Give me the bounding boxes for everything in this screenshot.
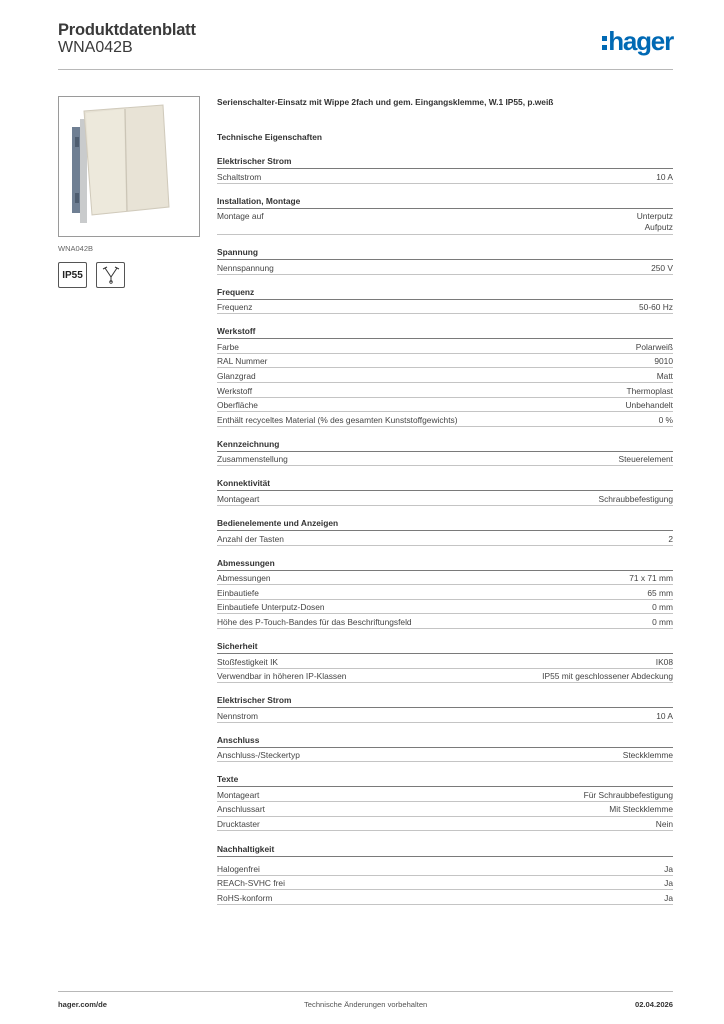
property-label: Montageart — [217, 493, 260, 504]
product-image — [58, 96, 200, 237]
property-group — [217, 516, 673, 546]
property-row — [217, 669, 673, 684]
property-value: IK08 — [655, 656, 673, 667]
property-value: 10 A — [656, 710, 673, 721]
property-value: 0 mm — [652, 616, 673, 627]
group-title: Nachhaltigkeit — [217, 842, 673, 857]
property-row — [217, 260, 673, 275]
property-group — [217, 772, 673, 831]
property-value: Mit Steckklemme — [609, 804, 673, 815]
property-label: Farbe — [217, 341, 239, 352]
property-value: 0 % — [658, 414, 673, 425]
property-value: 9010 — [654, 356, 673, 367]
footer-website-link[interactable]: hager.com/de — [58, 1000, 107, 1009]
property-value: Steuerelement — [618, 454, 673, 465]
property-row — [217, 787, 673, 802]
property-group — [217, 194, 673, 236]
page-header — [58, 20, 673, 70]
property-value: Für Schraubbefestigung — [583, 789, 673, 800]
property-row — [217, 452, 673, 467]
property-label: Schaltstrom — [217, 171, 262, 182]
property-label: Montageart — [217, 789, 260, 800]
property-row — [217, 876, 673, 891]
property-value: 65 mm — [647, 587, 673, 598]
group-title: Konnektivität — [217, 476, 673, 491]
section-title: Technische Eigenschaften — [217, 132, 323, 142]
property-row — [217, 368, 673, 383]
group-title: Installation, Montage — [217, 194, 673, 209]
property-label: Frequenz — [217, 302, 253, 313]
group-title: Spannung — [217, 245, 673, 260]
property-value — [637, 211, 673, 232]
property-row — [217, 383, 673, 398]
property-group — [217, 245, 673, 275]
property-label: Abmessungen — [217, 573, 271, 584]
property-value: 50-60 Hz — [639, 302, 673, 313]
group-title: Elektrischer Strom — [217, 154, 673, 169]
property-group — [217, 154, 673, 184]
property-row — [217, 654, 673, 669]
property-group — [217, 437, 673, 467]
property-label: Einbautiefe — [217, 587, 259, 598]
property-value-line: Aufputz — [644, 221, 673, 232]
property-label: Halogenfrei — [217, 863, 260, 874]
property-value: Ja — [664, 863, 673, 874]
property-label: Höhe des P-Touch-Bandes für das Beschriftungsfeld — [217, 616, 412, 627]
property-group — [217, 693, 673, 723]
property-label: Nennspannung — [217, 262, 274, 273]
property-value: 250 V — [651, 262, 673, 273]
property-row — [217, 600, 673, 615]
property-label: Einbautiefe Unterputz-Dosen — [217, 602, 325, 613]
product-description: Serienschalter-Einsatz mit Wippe 2fach und gem. Eingangsklemme, W.1 IP55, p.weiß — [217, 97, 554, 107]
property-value: Unbehandelt — [625, 400, 673, 411]
property-group — [217, 733, 673, 763]
group-title: Kennzeichnung — [217, 437, 673, 452]
property-value: 71 x 71 mm — [629, 573, 673, 584]
page-footer — [58, 991, 673, 1011]
property-group — [217, 639, 673, 683]
property-row — [217, 817, 673, 832]
property-row — [217, 802, 673, 817]
property-value: Polarweiß — [635, 341, 673, 352]
property-value: 2 — [668, 533, 673, 544]
property-label: Glanzgrad — [217, 370, 256, 381]
group-title: Elektrischer Strom — [217, 693, 673, 708]
property-row — [217, 412, 673, 427]
group-title: Werkstoff — [217, 324, 673, 339]
property-value: Nein — [655, 819, 673, 830]
property-group — [217, 324, 673, 427]
group-title: Anschluss — [217, 733, 673, 748]
property-group — [217, 285, 673, 315]
property-row — [217, 861, 673, 876]
property-group — [217, 842, 673, 905]
footer-date: 02.04.2026 — [634, 1000, 673, 1009]
property-row — [217, 531, 673, 546]
product-code: WNA042B — [58, 39, 133, 56]
property-label: Nennstrom — [217, 710, 258, 721]
property-row — [217, 585, 673, 600]
property-row — [217, 354, 673, 369]
property-value: Ja — [664, 892, 673, 903]
property-label: Montage auf — [217, 211, 264, 222]
property-label: Oberfläche — [217, 400, 258, 411]
switch-insert-image — [59, 97, 200, 237]
property-row — [217, 614, 673, 629]
main-content — [217, 95, 673, 905]
property-value: Steckklemme — [622, 750, 673, 761]
group-title: Abmessungen — [217, 556, 673, 571]
property-label: Zusammenstellung — [217, 454, 288, 465]
property-group — [217, 556, 673, 629]
document-title: Produktdatenblatt — [58, 21, 196, 39]
property-value: 0 mm — [652, 602, 673, 613]
group-title: Texte — [217, 772, 673, 787]
property-label: RoHS-konform — [217, 892, 273, 903]
property-row — [217, 491, 673, 506]
property-label: Verwendbar in höheren IP-Klassen — [217, 671, 347, 682]
property-value-line: Unterputz — [636, 211, 673, 222]
image-caption: WNA042B — [58, 244, 94, 253]
property-value: IP55 mit geschlossener Abdeckung — [542, 671, 673, 682]
footer-disclaimer: Technische Änderungen vorbehalten — [304, 1000, 428, 1009]
property-value: Thermoplast — [626, 385, 673, 396]
property-row — [217, 169, 673, 184]
property-label: Werkstoff — [217, 385, 253, 396]
property-label: Stoßfestigkeit IK — [217, 656, 278, 667]
property-value: Ja — [664, 878, 673, 889]
property-label: Enthält recyceltes Material (% des gesamten Kunststoffgewichts) — [217, 414, 458, 425]
property-group — [217, 476, 673, 506]
property-label: Anschluss-/Steckertyp — [217, 750, 300, 761]
hager-logo — [602, 28, 673, 54]
property-label: Anzahl der Tasten — [217, 533, 284, 544]
property-row — [217, 571, 673, 586]
ip55-badge: IP55 — [58, 262, 87, 288]
property-label: RAL Nummer — [217, 356, 268, 367]
brand-wordmark: hager — [608, 26, 673, 56]
property-row — [217, 300, 673, 315]
switch-symbol-icon — [96, 262, 125, 288]
group-title: Frequenz — [217, 285, 673, 300]
property-row — [217, 339, 673, 354]
group-title: Sicherheit — [217, 639, 673, 654]
property-value: Matt — [656, 370, 673, 381]
property-row — [217, 748, 673, 763]
group-title: Bedienelemente und Anzeigen — [217, 516, 673, 531]
property-row — [217, 890, 673, 905]
property-value: 10 A — [656, 171, 673, 182]
property-label: Anschlussart — [217, 804, 265, 815]
property-label: Drucktaster — [217, 819, 260, 830]
property-label: REACh-SVHC frei — [217, 878, 285, 889]
property-row — [217, 209, 673, 236]
property-value: Schraubbefestigung — [598, 493, 673, 504]
property-row — [217, 708, 673, 723]
property-row — [217, 398, 673, 413]
